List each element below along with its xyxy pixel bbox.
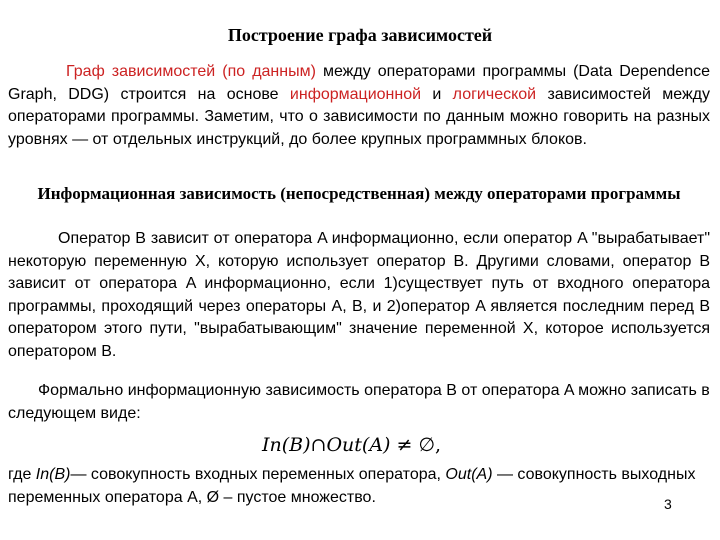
- informational-term: информационной: [289, 85, 422, 103]
- legend-out-a: Out(A): [445, 466, 493, 483]
- formula-empty-set: ∅,: [418, 434, 442, 456]
- legend-in-b: In(B): [35, 466, 71, 483]
- formula-not-equal: ≠: [390, 434, 419, 456]
- intro-text-2: и: [421, 85, 453, 103]
- legend-text-2: — совокупность входных переменных оператора,: [70, 466, 446, 483]
- definition-paragraph: Оператор B зависит от оператора A информационно, если оператор A "вырабатывает" некоторую переменную X, которую использует оператор B. Другими словами, оператор B зависит от оператора A информационно, если 1)существует путь от входного оператора программы, проходящий через операторы A, B, и 2)оператор A является последним перед B оператором этого пути, "вырабатывающим" значение переменной X, которое используется оператором B.: [8, 230, 710, 360]
- slide-title: Построение графа зависимостей: [227, 25, 493, 45]
- legend-text-3: — совокупность выходных переменных оператора A, Ø – пустое множество.: [8, 466, 696, 506]
- logical-term: логической: [452, 85, 537, 103]
- section-heading: Информационная зависимость (непосредственная) между операторами программы: [37, 184, 681, 203]
- formal-intro-paragraph: Формально информационную зависимость оператора B от оператора A можно записать в следующем виде:: [8, 382, 710, 422]
- intro-text-1: между операторами программы (Data Dependence Graph, DDG) строится на основе: [8, 63, 710, 103]
- formula-in-b: In(B): [262, 434, 311, 456]
- intro-text-3: зависимостей между операторами программы. Заметим, что о зависимости по данным можно говорить на разных уровнях — от отдельных инструкций, до более крупных программных блоков.: [8, 85, 711, 148]
- legend-paragraph: [8, 464, 710, 509]
- formula-out-a: Out(A): [326, 434, 391, 456]
- formula-intersection: ∩: [310, 434, 327, 456]
- ddg-term: Граф зависимостей (по данным): [66, 63, 316, 80]
- dependence-formula: [262, 433, 441, 457]
- intro-paragraph: [8, 61, 710, 151]
- legend-text-1: где: [8, 466, 36, 483]
- page-number: 3: [664, 496, 672, 512]
